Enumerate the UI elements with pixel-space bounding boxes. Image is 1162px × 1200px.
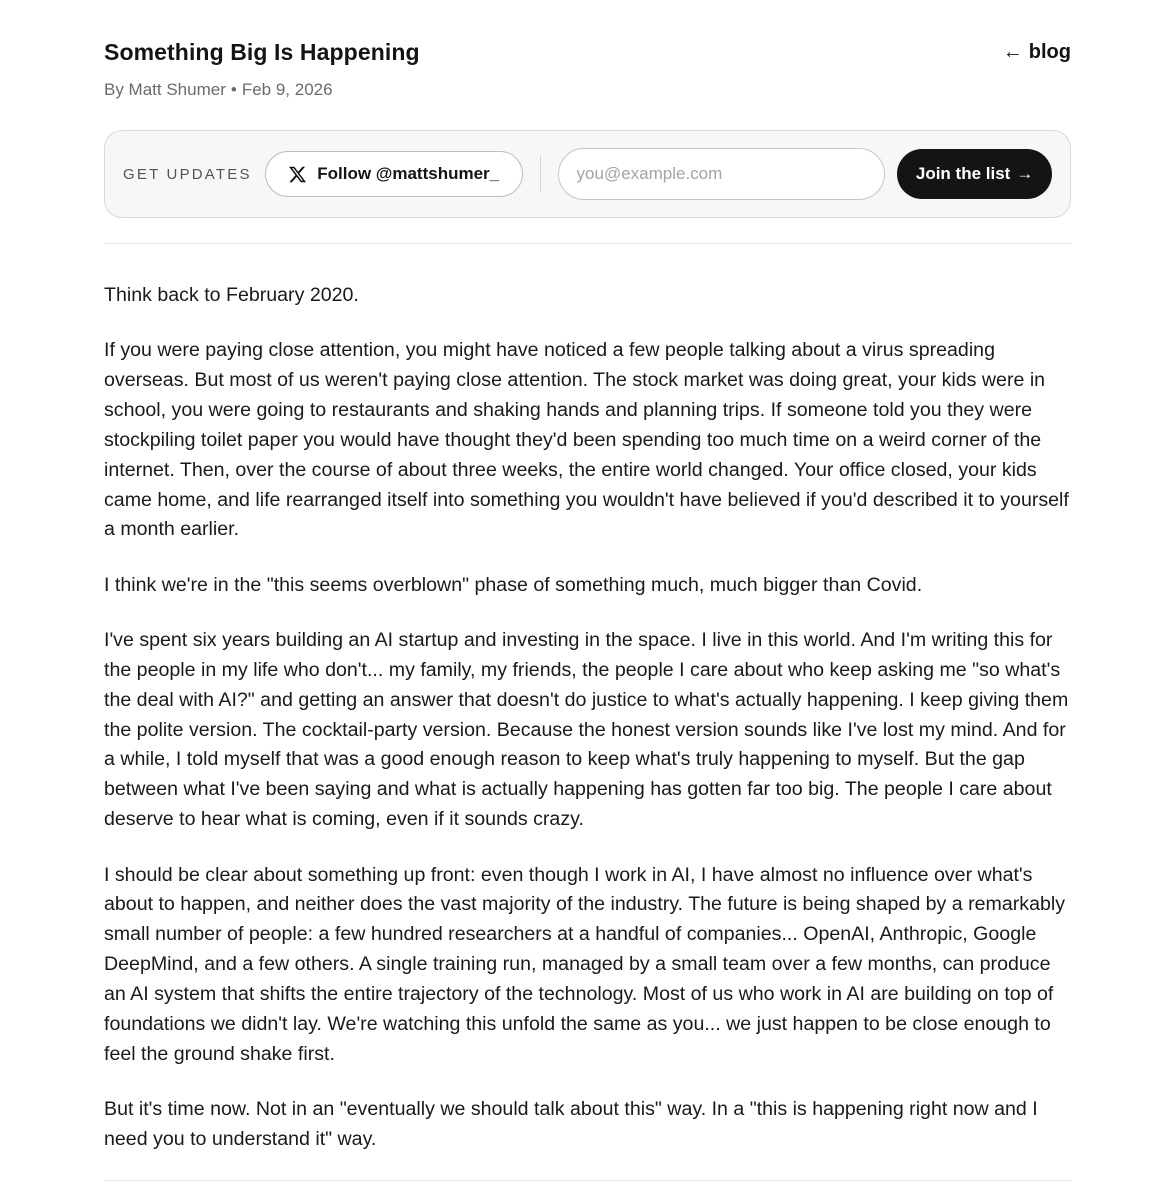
join-button-label: Join the list <box>915 164 1011 183</box>
article-body <box>104 281 1071 1180</box>
back-to-blog-link[interactable] <box>1003 36 1071 68</box>
get-updates-box <box>104 130 1071 218</box>
x-logo-icon <box>288 165 307 184</box>
vertical-divider <box>540 155 541 193</box>
join-list-button[interactable] <box>897 149 1052 199</box>
footer-divider <box>104 1180 1071 1181</box>
post-author: By Matt Shumer <box>104 80 226 99</box>
header-divider <box>104 243 1071 244</box>
article-paragraph: But it's time now. Not in an "eventually we should talk about this" way. In a "this is happening right now and I need you to understand it" way. <box>104 1097 1038 1150</box>
article-paragraph: Think back to February 2020. <box>104 284 359 306</box>
post-title: Something Big Is Happening <box>104 39 420 65</box>
arrow-right-icon: → <box>1016 164 1034 183</box>
article-paragraph: If you were paying close attention, you might have noticed a few people talking about a virus spreading overseas. But most of us weren't paying close attention. The stock market was doing great, your kids were in school, you were going to restaurants and shaking hands and planning trips. If someone told you they were stockpiling toilet paper you would have thought they'd been spending too much time on a weird corner of the internet. Then, over the course of about three weeks, the entire world changed. Your office closed, your kids came home, and life rearranged itself into something you wouldn't have believed if you'd described it to yourself a month earlier. <box>104 339 1069 541</box>
arrow-left-icon: ← <box>1002 41 1023 63</box>
article-paragraph: I've spent six years building an AI startup and investing in the space. I live in this world. And I'm writing this for the people in my life who don't... my family, my friends, the people I care about who keep asking me "so what's the deal with AI?" and getting an answer that doesn't do justice to what's actually happening. I keep giving them the polite version. The cocktail-party version. Because the honest version sounds like I've lost my mind. And for a while, I told myself that was a good enough reason to keep what's truly happening to myself. But the gap between what I've been saying and what is actually happening has gotten far too big. The people I care about deserve to hear what is coming, even if it sounds crazy. <box>104 629 1069 831</box>
get-updates-label: GET UPDATES <box>123 165 252 183</box>
article-paragraph: I should be clear about something up front: even though I work in AI, I have almost no influence over what's about to happen, and neither does the vast majority of the industry. The future is being shaped by a remarkably small number of people: a few hundred researchers at a handful of companies... OpenAI, Anthropic, Google DeepMind, and a few others. A single training run, managed by a small team over a few months, can produce an AI system that shifts the entire trajectory of the technology. Most of us who work in AI are building on top of foundations we didn't lay. We're watching this unfold the same as you... we just happen to be close enough to feel the ground shake first. <box>104 863 1066 1065</box>
follow-x-button[interactable] <box>265 151 523 197</box>
email-input[interactable] <box>558 148 886 200</box>
post-header <box>104 36 1071 102</box>
post-date: Feb 9, 2026 <box>241 80 333 99</box>
back-link-label: blog <box>1028 41 1071 63</box>
post-meta <box>104 78 1071 102</box>
article-paragraph: I think we're in the "this seems overblown" phase of something much, much bigger than Covid. <box>104 573 923 596</box>
follow-button-label: Follow @mattshumer_ <box>317 164 500 183</box>
meta-separator: • <box>230 80 237 99</box>
